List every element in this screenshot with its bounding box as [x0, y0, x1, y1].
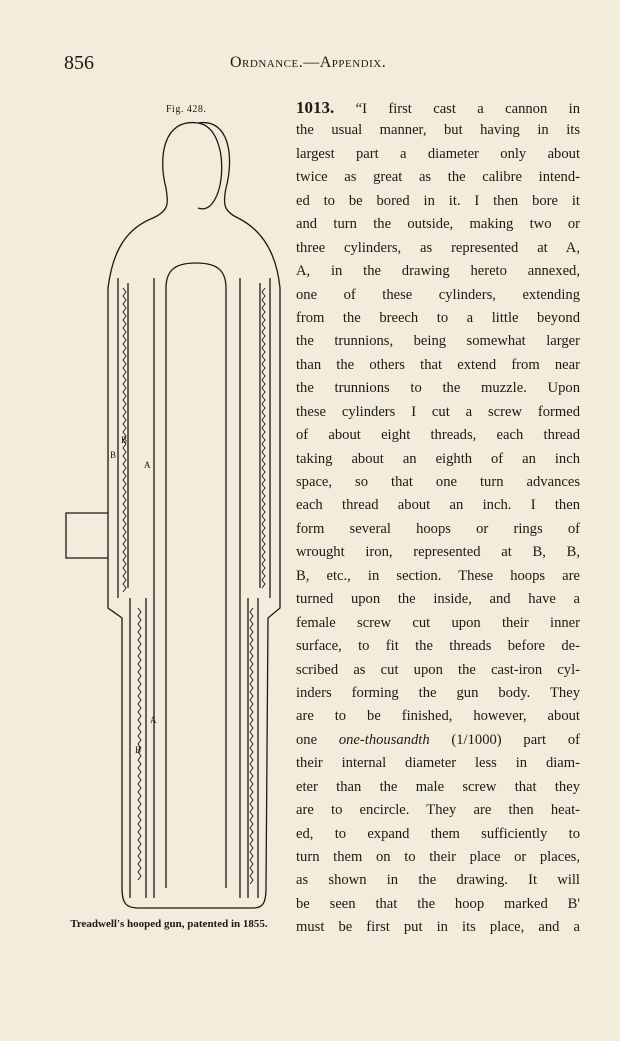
text-line: than the others that extend from near	[296, 356, 580, 373]
running-head: Ordnance.—Appendix.	[230, 54, 387, 71]
fraction-value: (1/1000)	[451, 731, 502, 748]
figure-caption: Treadwell's hooped gun, patented in 1855.	[70, 918, 268, 930]
text-line: from the breech to a little beyond	[296, 309, 580, 326]
page-number: 856	[64, 52, 94, 74]
text-line: their internal diameter less in diam-	[296, 755, 580, 772]
text-line: are to encircle. They are then heat-	[296, 802, 580, 819]
text-line: form several hoops or rings of	[296, 520, 580, 537]
thread-right-lower	[250, 608, 253, 884]
text-line: the trunnions, being somewhat larger	[296, 333, 580, 350]
text-line: ed, to expand them sufficiently to	[296, 825, 580, 842]
marker-a-upper: A	[144, 460, 151, 470]
text-line: the usual manner, but having in its	[296, 122, 580, 139]
text-line: turn them on to their place or places,	[296, 849, 580, 865]
trunnion	[66, 513, 108, 558]
text-line: B, etc., in section. These hoops are	[296, 567, 580, 584]
text-line: eter than the male screw that they	[296, 778, 580, 795]
paragraph-number: 1013.	[296, 98, 335, 117]
text-line: inders forming the gun body. They	[296, 684, 580, 701]
thread-right-upper	[262, 288, 265, 588]
text-line: be seen that the hoop marked B'	[296, 895, 580, 912]
text-line: are to be finished, however, about	[296, 708, 580, 725]
text-line: twice as great as the calibre intend-	[296, 169, 580, 186]
text-line: must be first put in its place, and a	[296, 919, 580, 936]
text-line: as shown in the drawing. It will	[296, 872, 580, 889]
text-line-first	[296, 96, 580, 119]
thread-left-lower	[138, 608, 141, 880]
text-line: these cylinders I cut a screw formed	[296, 403, 580, 420]
text-line: the trunnions to the muzzle. Upon	[296, 380, 580, 397]
text-line: A, in the drawing hereto annexed,	[296, 263, 580, 280]
bore-outline	[166, 263, 226, 888]
text-line: turned upon the inside, and have a	[296, 591, 580, 608]
marker-b-upper: B	[110, 450, 117, 460]
text-line: and turn the outside, making two or	[296, 216, 580, 233]
fraction-line-pre: one	[296, 731, 339, 748]
figure-label: Fig. 428.	[166, 104, 207, 115]
gun-outline	[108, 123, 280, 908]
hooped-gun-drawing	[58, 118, 288, 918]
marker-b-lower: B	[135, 745, 142, 755]
page-header	[64, 52, 580, 76]
text-line: of about eight threads, each thread	[296, 427, 580, 444]
text-line: scribed as cut upon the cast-iron cyl-	[296, 661, 580, 678]
text-line-fraction	[296, 729, 580, 752]
text-line: each thread about an inch. I then	[296, 497, 580, 514]
marker-a-lower: A	[150, 715, 157, 725]
text-line: ed to be bored in it. I then bore it	[296, 192, 580, 209]
text-line: taking about an eighth of an inch	[296, 450, 580, 467]
text-line: space, so that one turn advances	[296, 474, 580, 490]
text-line: three cylinders, as represented at A,	[296, 239, 580, 256]
gun-figure	[58, 118, 288, 918]
text-line: surface, to fit the threads before de-	[296, 638, 580, 655]
body-text	[296, 96, 580, 940]
text-line: female screw cut upon their inner	[296, 614, 580, 631]
text-line: largest part a diameter only about	[296, 145, 580, 162]
text-line: wrought iron, represented at B, B,	[296, 544, 580, 561]
fraction-line-post: part of	[501, 731, 580, 748]
fraction-line-italic: one-thousandth	[338, 731, 430, 748]
text-line: one of these cylinders, extending	[296, 286, 580, 303]
marker-b-prime: B'	[121, 435, 129, 445]
text-line: “I first cast a cannon in	[355, 101, 580, 117]
